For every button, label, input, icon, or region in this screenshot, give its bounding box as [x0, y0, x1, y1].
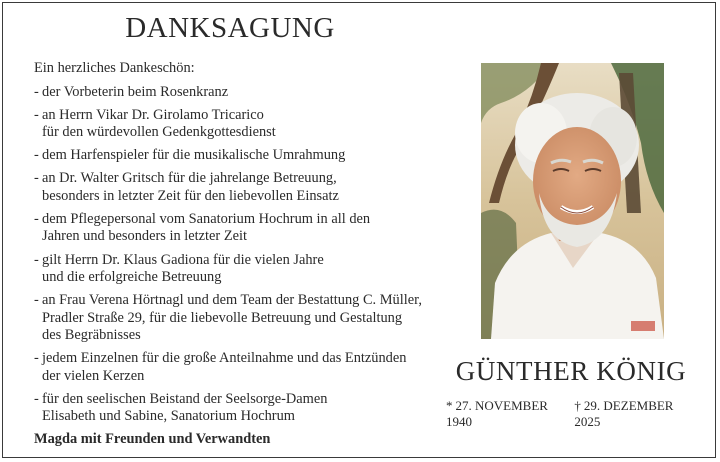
page-title: DANKSAGUNG: [125, 12, 335, 44]
death-date-group: [574, 398, 700, 430]
list-item-text: dem Pflegepersonal vom Sanatorium Hochrum in all den Jahren und besonders in letzter Zeit: [42, 210, 371, 245]
list-item-text: an Frau Verena Hörtnagl und dem Team der Bestattung C. Müller, Pradler Straße 29, für die liebevolle Betreuung und Gestaltung des Begräbnisses: [42, 292, 422, 344]
death-cross-icon: †: [574, 398, 581, 413]
birth-symbol: *: [446, 398, 453, 413]
list-item: - an Herrn Vikar Dr. Girolamo Tricarico für den würdevollen Gedenkgottesdienst: [34, 106, 276, 141]
list-item: - an Frau Verena Hörtnagl und dem Team der Bestattung C. Müller, Pradler Straße 29, für die liebevolle Betreuung und Gestaltung des Begräbnisses: [34, 292, 422, 344]
list-item-text: der Vorbeterin beim Rosenkranz: [42, 83, 229, 100]
list-item: - für den seelischen Beistand der Seelsorge-Damen Elisabeth und Sabine, Sanatorium Hochrum: [34, 390, 328, 425]
intro-text: Ein herzliches Dankeschön:: [34, 60, 195, 76]
life-dates: [446, 398, 700, 430]
deceased-name: GÜNTHER KÖNIG: [455, 356, 687, 386]
portrait-illustration: [481, 63, 664, 339]
signature: Magda mit Freunden und Verwandten: [34, 431, 271, 447]
birth-date: 27. NOVEMBER 1940: [446, 398, 548, 429]
list-item-text: an Herrn Vikar Dr. Girolamo Tricarico für den würdevollen Gedenkgottesdienst: [42, 106, 276, 141]
list-item: - an Dr. Walter Gritsch für die jahrelange Betreuung, besonders in letzter Zeit für den liebevollen Einsatz: [34, 170, 339, 204]
list-item-text: für den seelischen Beistand der Seelsorge-Damen Elisabeth und Sabine, Sanatorium Hochrum: [42, 390, 328, 425]
list-item-text: gilt Herrn Dr. Klaus Gadiona für die vielen Jahre und die erfolgreiche Betreuung: [42, 251, 324, 286]
portrait-photo: [481, 63, 664, 339]
list-item: - der Vorbeterin beim Rosenkranz: [34, 83, 229, 100]
list-item: - dem Pflegepersonal vom Sanatorium Hochrum in all den Jahren und besonders in letzter Zeit: [34, 210, 371, 245]
list-item: - dem Harfenspieler für die musikalische Umrahmung: [34, 147, 346, 164]
death-date: 29. DEZEMBER 2025: [574, 398, 674, 429]
list-item: - gilt Herrn Dr. Klaus Gadiona für die vielen Jahre und die erfolgreiche Betreuung: [34, 251, 324, 286]
list-item-text: jedem Einzelnen für die große Anteilnahme und das Entzünden der vielen Kerzen: [42, 350, 407, 384]
list-item-text: an Dr. Walter Gritsch für die jahrelange Betreuung, besonders in letzter Zeit für den liebevollen Einsatz: [42, 170, 339, 204]
birth-date-group: [446, 398, 574, 430]
list-item-text: dem Harfenspieler für die musikalische Umrahmung: [42, 147, 346, 164]
list-item: - jedem Einzelnen für die große Anteilnahme und das Entzünden der vielen Kerzen: [34, 350, 407, 384]
thanks-list: [34, 78, 464, 426]
